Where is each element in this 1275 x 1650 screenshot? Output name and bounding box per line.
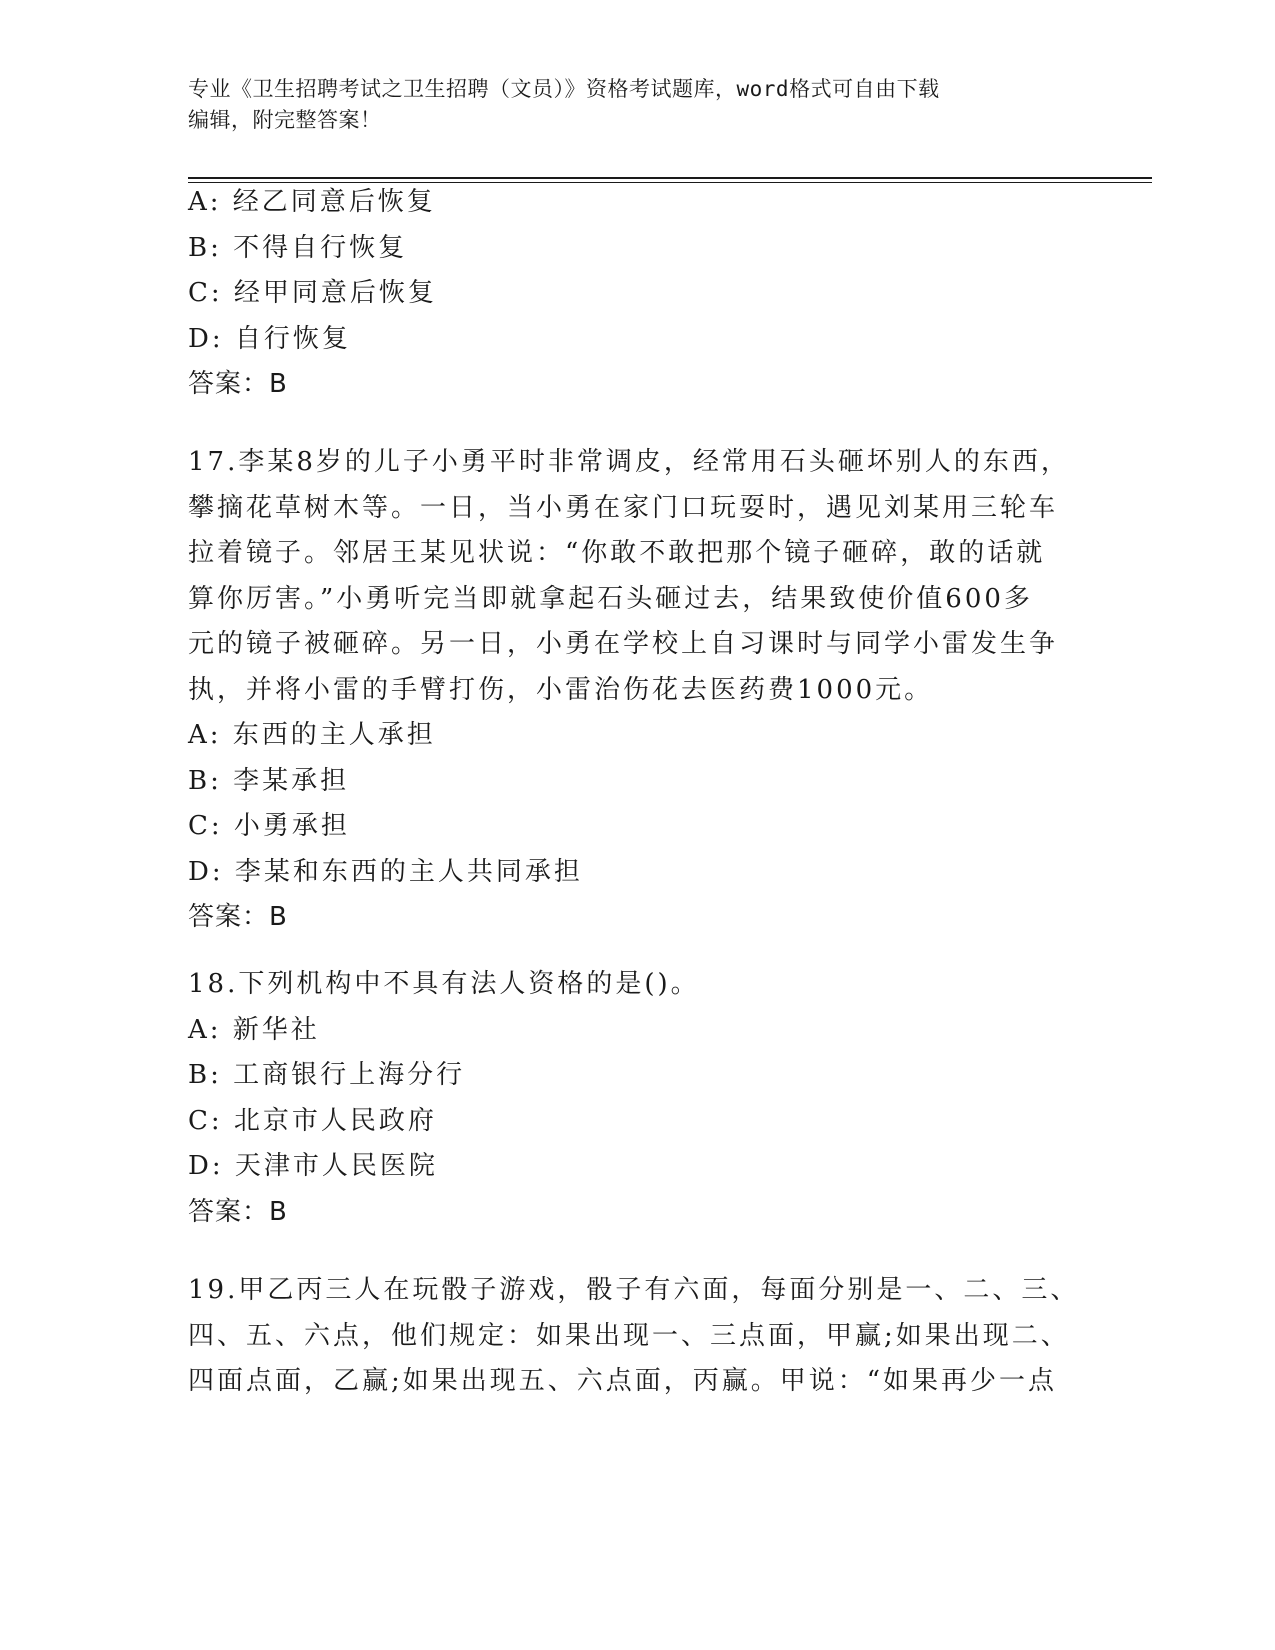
option-c: C: 小勇承担 [188,811,350,841]
option-c: C: 北京市人民政府 [188,1105,437,1136]
option-d: D: 天津市人民医院 [188,1151,438,1181]
option-d: D: 自行恢复 [188,323,351,354]
option-c: C: 经甲同意后恢复 [188,278,437,308]
option-b: B: 不得自行恢复 [188,232,408,263]
option-a: A: 经乙同意后恢复 [188,187,436,217]
option-a: A: 新华社 [188,1014,320,1045]
option-b: B: 工商银行上海分行 [188,1060,466,1090]
page-header [188,74,1068,136]
header-title-line-1: 专业《卫生招聘考试之卫生招聘（文员）》资格考试题库，word格式可自由下载 [188,77,940,101]
option-d: D: 李某和东西的主人共同承担 [188,856,583,887]
question-19-block [188,1268,1088,1405]
question-text-line: 攀摘花草树木等。一日，当小勇在家门口玩耍时，遇见刘某用三轮车 [188,492,1059,523]
question-text-line: 19.甲乙丙三人在玩骰子游戏，骰子有六面，每面分别是一、二、三、 [188,1275,1080,1305]
header-divider-thick [188,177,1152,179]
question-text-line: 算你厉害。”小勇听完当即就拿起石头砸过去，结果致使价值600多 [188,583,1033,614]
question-text-line: 四、五、六点，他们规定：如果出现一、三点面，甲赢;如果出现二、 [188,1320,1070,1351]
question-text-line: 执，并将小雷的手臂打伤，小雷治伤花去医药费1000元。 [188,674,934,705]
question-17-block [188,440,1088,941]
answer-line: 答案：B [188,369,288,399]
header-title-line-2: 编辑，附完整答案！ [188,108,382,132]
answer-line: 答案：B [188,1196,288,1227]
option-a: A: 东西的主人承担 [188,720,436,750]
question-16-block [188,180,1088,408]
question-text-line: 17.李某8岁的儿子小勇平时非常调皮，经常用石头砸坏别人的东西， [188,447,1070,477]
question-text-line: 元的镜子被砸碎。另一日，小勇在学校上自习课时与同学小雷发生争 [188,629,1059,659]
answer-line: 答案：B [188,902,288,932]
question-text-line: 拉着镜子。邻居王某见状说：“你敢不敢把那个镜子砸碎，敢的话就 [188,538,1046,568]
question-text-line: 四面点面，乙赢;如果出现五、六点面，丙赢。甲说：“如果再少一点 [188,1366,1058,1396]
option-b: B: 李某承担 [188,765,350,796]
question-18-block [188,962,1088,1235]
question-text-line: 18.下列机构中不具有法人资格的是()。 [188,969,700,999]
